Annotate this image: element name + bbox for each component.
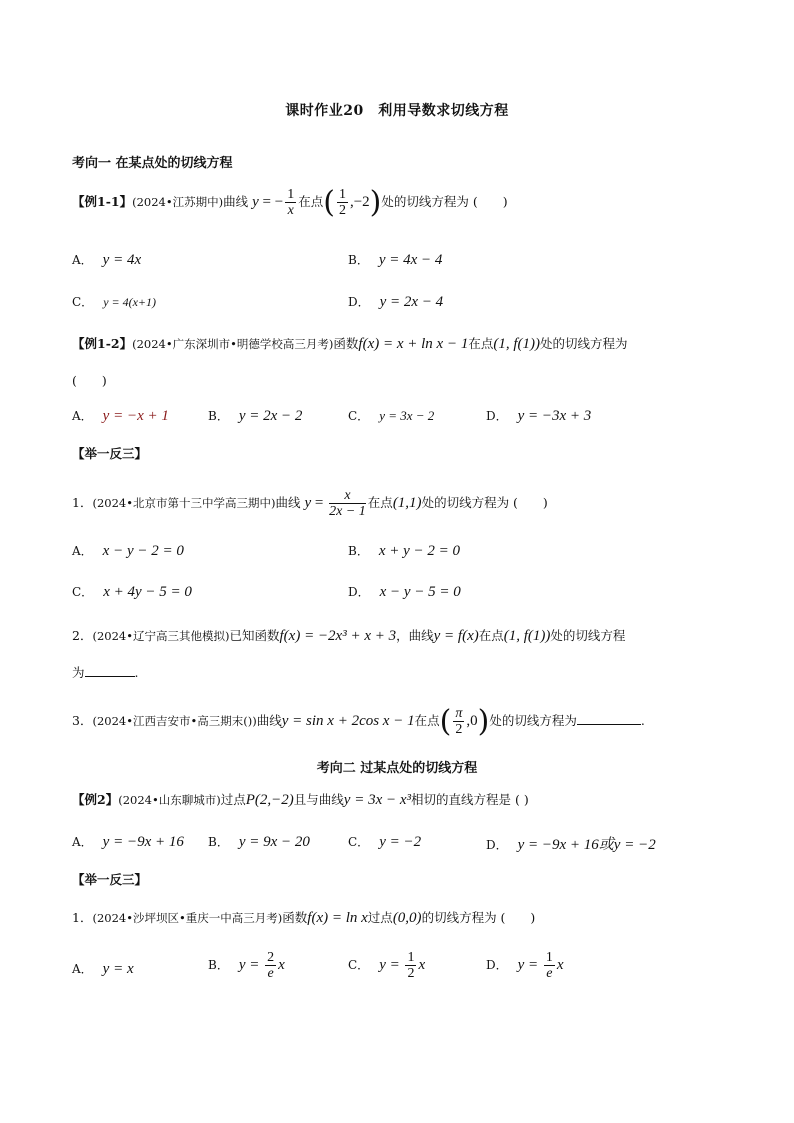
- example-label: 【例2】: [72, 792, 119, 807]
- option-label: A．: [72, 962, 93, 976]
- text: 曲线: [275, 495, 301, 510]
- option-label: C．: [348, 835, 370, 849]
- option-label: B．: [208, 835, 229, 849]
- option-text: y = x: [102, 961, 134, 977]
- option-text: x − y − 5 = 0: [379, 584, 461, 600]
- option-c[interactable]: [348, 407, 434, 424]
- source: (2024•北京市第十三中学高三期中): [92, 496, 276, 510]
- text: 过点: [220, 792, 246, 807]
- option-b[interactable]: [208, 950, 285, 981]
- fraction: $\frac{x}{2x - 1}$: [329, 488, 366, 519]
- option-label: B．: [208, 409, 229, 423]
- question-number: 1．: [72, 495, 93, 510]
- answer-paren: ( ): [72, 373, 107, 388]
- option-label: C．: [348, 409, 370, 423]
- option-a[interactable]: [72, 251, 141, 269]
- option-label: D．: [486, 838, 508, 852]
- example-label: 【例1-1】: [72, 194, 133, 209]
- source: (2024•江苏期中): [132, 195, 224, 209]
- fraction: $\frac{1}{2}$: [407, 950, 415, 981]
- text: 处的切线方程为: [489, 713, 577, 728]
- source: (2024•辽宁高三其他模拟): [92, 629, 230, 643]
- option-b[interactable]: [208, 833, 310, 851]
- question-2-cont: [72, 663, 139, 681]
- text: 曲线: [256, 713, 282, 728]
- practice-heading: 【举一反三】: [72, 446, 148, 461]
- option-math: y =: [517, 957, 542, 973]
- math-point: (1,1): [392, 495, 422, 511]
- option-d[interactable]: [486, 833, 656, 854]
- math-func: f(x) = ln x: [307, 910, 368, 926]
- text: 且与曲线: [293, 792, 344, 807]
- option-a[interactable]: [72, 542, 184, 560]
- option-label: C．: [348, 958, 370, 972]
- option-c[interactable]: [72, 583, 192, 601]
- math-point: P(2,−2): [245, 792, 294, 808]
- text: 相切的直线方程是 ( ): [411, 792, 529, 807]
- text: 过点: [367, 910, 393, 925]
- option-text: y = 2x − 4: [379, 294, 444, 310]
- option-label: A．: [72, 253, 93, 267]
- math-y: y: [252, 194, 259, 210]
- option-label: D．: [486, 409, 508, 423]
- question-number: 1．: [72, 910, 93, 925]
- text: 处的切线方程为 ( ): [381, 194, 508, 209]
- option-text: y = 4(x+1): [103, 295, 157, 309]
- example-1-2: [72, 334, 628, 353]
- text: ，曲线: [396, 628, 434, 643]
- option-label: D．: [348, 295, 370, 309]
- option-text: y = −3x + 3: [517, 408, 592, 424]
- math-curve: y = f(x): [433, 628, 479, 644]
- text: 处的切线方程为 ( ): [421, 495, 548, 510]
- text: 在点: [298, 194, 324, 209]
- option-b[interactable]: [208, 407, 302, 425]
- answer-blank[interactable]: [85, 675, 135, 677]
- fraction: $\frac{1}{e}$: [545, 950, 553, 981]
- math-func: f(x) = −2x³ + x + 3: [279, 628, 397, 644]
- option-math: y =: [238, 957, 264, 973]
- option-label: B．: [348, 544, 369, 558]
- option-b[interactable]: [348, 251, 442, 269]
- text: .: [640, 713, 645, 728]
- text: 为: [72, 665, 85, 680]
- text: 在点: [367, 495, 393, 510]
- option-math: x: [418, 957, 426, 973]
- option-text: y = 3x − 2: [379, 408, 435, 423]
- section2-heading: 考向二 过某点处的切线方程: [316, 761, 478, 776]
- question-number: 2．: [72, 628, 93, 643]
- text: 曲线: [223, 194, 249, 209]
- option-text: y = −9x + 16: [102, 834, 184, 850]
- source: (2024•沙坪坝区•重庆一中高三月考): [92, 911, 283, 925]
- text: 在点: [468, 336, 494, 351]
- option-text: y = −9x + 16或y = −2: [517, 837, 656, 853]
- option-label: D．: [486, 958, 508, 972]
- option-a[interactable]: [72, 960, 134, 978]
- option-label: C．: [72, 295, 94, 309]
- option-c[interactable]: [348, 833, 421, 851]
- text: 函数: [282, 910, 308, 925]
- section1-heading: 考向一 在某点处的切线方程: [72, 156, 233, 171]
- source: (2024•山东聊城市): [118, 793, 221, 807]
- question-1: 1．(2024•北京市第十三中学高三期中)曲线 y = $\frac{x}{2x - 1}$ 在点(1,1)处的切线方程为 ( ): [72, 488, 548, 519]
- option-c[interactable]: [348, 950, 425, 981]
- text: 处的切线方程: [550, 628, 626, 643]
- answer-blank[interactable]: [577, 723, 641, 725]
- question-2-1: [72, 908, 535, 927]
- option-text: y = −x + 1: [102, 408, 169, 424]
- option-text: x − y − 2 = 0: [102, 543, 184, 559]
- math-curve: y = sin x + 2cos x − 1: [281, 713, 415, 729]
- example-1-1: 【例1-1】(2024•江苏期中)曲线 y = − $\frac{1}{x}$ 在点( $\frac{1}{2}$ ,−2)处的切线方程为 ( ): [72, 185, 508, 220]
- option-d[interactable]: [348, 583, 461, 601]
- fraction: $\frac{1}{x}$: [287, 187, 295, 218]
- option-text: y = 4x − 4: [378, 252, 443, 268]
- option-math: y =: [379, 957, 404, 973]
- option-text: y = 2x − 2: [238, 408, 303, 424]
- source: (2024•江西吉安市•高三期末()): [92, 714, 257, 728]
- fraction: $\frac{1}{2}$: [338, 187, 346, 218]
- option-label: A．: [72, 544, 93, 558]
- question-2: [72, 626, 625, 645]
- math-point: (1, f(1)): [503, 628, 551, 644]
- math-func: f(x) = x + ln x − 1: [358, 336, 469, 352]
- fraction: $\frac{\pi}{2}$: [455, 706, 463, 737]
- option-c[interactable]: [72, 293, 156, 310]
- option-text: y = 9x − 20: [238, 834, 310, 850]
- option-label: A．: [72, 409, 93, 423]
- text: 函数: [333, 336, 359, 351]
- question-3: 3．(2024•江西吉安市•高三期末())曲线y = sin x + 2cos x − 1在点( $\frac{\pi}{2}$ ,0)处的切线方程为 .: [72, 704, 645, 739]
- option-a[interactable]: [72, 407, 169, 425]
- question-number: 3．: [72, 713, 93, 728]
- option-math: x: [556, 957, 564, 973]
- option-text: x + 4y − 5 = 0: [103, 584, 192, 600]
- option-text: y = −2: [379, 834, 422, 850]
- text: 在点: [478, 628, 504, 643]
- option-d[interactable]: [486, 950, 564, 981]
- example-2: [72, 790, 529, 809]
- fraction: $\frac{2}{e}$: [267, 950, 275, 981]
- math-curve: y = 3x − x³: [343, 792, 412, 808]
- option-text: y = 4x: [102, 252, 142, 268]
- option-text: x + y − 2 = 0: [378, 543, 461, 559]
- practice-heading: 【举一反三】: [72, 872, 148, 887]
- source: (2024•广东深圳市•明德学校高三月考): [132, 337, 334, 351]
- option-math: x: [278, 957, 285, 973]
- text: 的切线方程为 ( ): [421, 910, 536, 925]
- math-point: (0,0): [392, 910, 422, 926]
- option-d[interactable]: [486, 407, 591, 425]
- option-label: A．: [72, 835, 93, 849]
- option-label: C．: [72, 585, 94, 599]
- option-label: D．: [348, 585, 370, 599]
- option-label: B．: [348, 253, 369, 267]
- text: .: [134, 665, 139, 680]
- option-label: B．: [208, 958, 229, 972]
- page-title: 课时作业20 利用导数求切线方程: [285, 103, 509, 119]
- option-b[interactable]: [348, 542, 460, 560]
- example-label: 【例1-2】: [72, 336, 133, 351]
- text: 在点: [414, 713, 440, 728]
- option-a[interactable]: [72, 833, 184, 851]
- text: 处的切线方程为: [540, 336, 628, 351]
- math-point: (1, f(1)): [493, 336, 541, 352]
- text: 已知函数: [229, 628, 280, 643]
- option-d[interactable]: [348, 293, 443, 311]
